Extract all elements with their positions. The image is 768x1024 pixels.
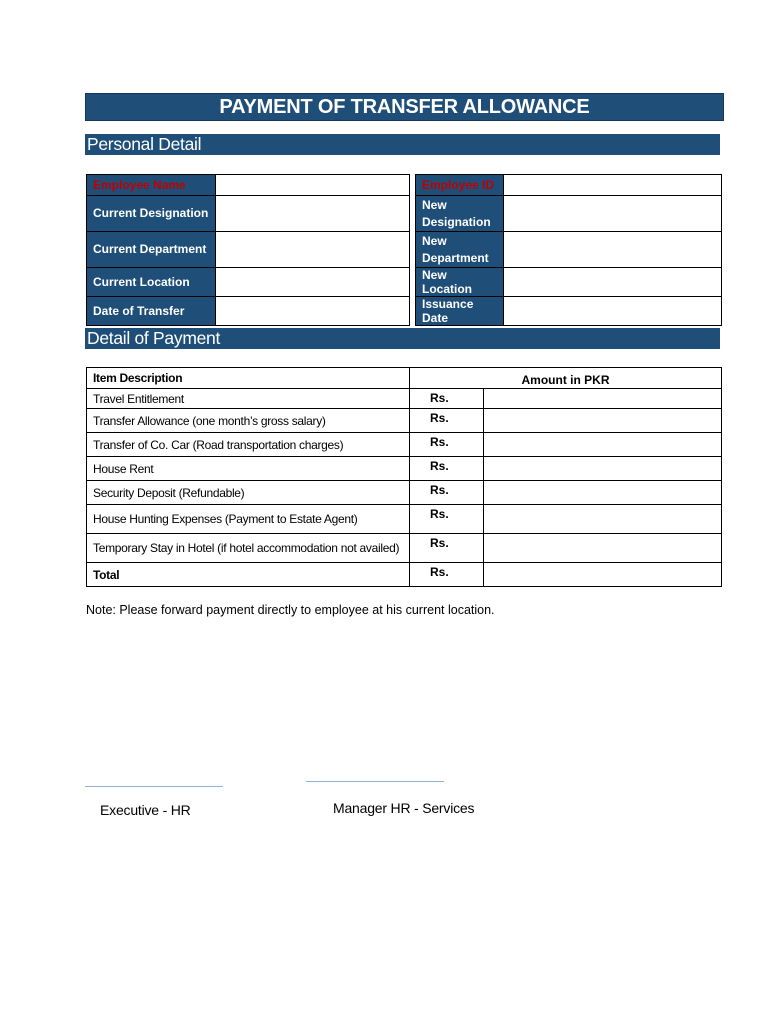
employee-name-field[interactable] <box>216 175 410 196</box>
amount-header: Amount in PKR <box>410 368 722 389</box>
table-header-row <box>87 368 722 389</box>
new-location-label: New Location <box>416 268 504 297</box>
new-designation-label: New Designation <box>416 196 504 232</box>
table-row <box>87 457 722 481</box>
item-description: Transfer Allowance (one month’s gross salary) <box>87 409 410 433</box>
issuance-date-label: Issuance Date <box>416 297 504 326</box>
employee-id-label: Employee ID <box>416 175 504 196</box>
current-department-field[interactable] <box>216 232 410 268</box>
table-row <box>87 409 722 433</box>
new-location-field[interactable] <box>504 268 722 297</box>
employee-name-label: Employee Name <box>87 175 216 196</box>
amount-field[interactable] <box>484 389 722 409</box>
detail-row <box>87 268 722 297</box>
section-detail-of-payment: Detail of Payment <box>85 328 720 349</box>
payment-note: Note: Please forward payment directly to employee at his current location. <box>86 603 495 617</box>
table-row <box>87 433 722 457</box>
currency-label: Rs. <box>410 389 484 409</box>
currency-label: Rs. <box>410 534 484 563</box>
currency-label: Rs. <box>410 457 484 481</box>
total-amount-field[interactable] <box>484 563 722 587</box>
employee-id-field[interactable] <box>504 175 722 196</box>
current-designation-field[interactable] <box>216 196 410 232</box>
current-location-label: Current Location <box>87 268 216 297</box>
total-label: Total <box>87 563 410 587</box>
detail-row <box>87 232 722 268</box>
currency-label: Rs. <box>410 433 484 457</box>
date-of-transfer-field[interactable] <box>216 297 410 326</box>
amount-field[interactable] <box>484 433 722 457</box>
payment-detail-table <box>86 367 722 587</box>
signature-label-executive-hr: Executive - HR <box>100 802 191 818</box>
item-description-header: Item Description <box>87 368 410 389</box>
item-description: Travel Entitlement <box>87 389 410 409</box>
signature-line-manager-hr <box>306 781 444 782</box>
detail-row <box>87 297 722 326</box>
item-description: Security Deposit (Refundable) <box>87 481 410 505</box>
total-row <box>87 563 722 587</box>
amount-field[interactable] <box>484 481 722 505</box>
date-of-transfer-label: Date of Transfer <box>87 297 216 326</box>
signature-line-executive-hr <box>85 786 223 787</box>
table-row <box>87 534 722 563</box>
item-description: House Rent <box>87 457 410 481</box>
table-row <box>87 389 722 409</box>
personal-detail-table <box>86 174 722 326</box>
new-department-label: New Department <box>416 232 504 268</box>
amount-field[interactable] <box>484 534 722 563</box>
issuance-date-field[interactable] <box>504 297 722 326</box>
amount-field[interactable] <box>484 505 722 534</box>
section-personal-detail: Personal Detail <box>85 134 720 155</box>
signature-label-manager-hr: Manager HR - Services <box>333 800 475 816</box>
currency-label: Rs. <box>410 409 484 433</box>
detail-row <box>87 196 722 232</box>
table-row <box>87 505 722 534</box>
table-row <box>87 481 722 505</box>
item-description: Transfer of Co. Car (Road transportation charges) <box>87 433 410 457</box>
item-description: House Hunting Expenses (Payment to Estate Agent) <box>87 505 410 534</box>
current-location-field[interactable] <box>216 268 410 297</box>
new-designation-field[interactable] <box>504 196 722 232</box>
currency-label: Rs. <box>410 505 484 534</box>
amount-field[interactable] <box>484 457 722 481</box>
currency-label: Rs. <box>410 481 484 505</box>
item-description: Temporary Stay in Hotel (if hotel accommodation not availed) <box>87 534 410 563</box>
current-designation-label: Current Designation <box>87 196 216 232</box>
detail-row <box>87 175 722 196</box>
amount-field[interactable] <box>484 409 722 433</box>
form-title: PAYMENT OF TRANSFER ALLOWANCE <box>85 93 724 121</box>
new-department-field[interactable] <box>504 232 722 268</box>
currency-label: Rs. <box>410 563 484 587</box>
current-department-label: Current Department <box>87 232 216 268</box>
